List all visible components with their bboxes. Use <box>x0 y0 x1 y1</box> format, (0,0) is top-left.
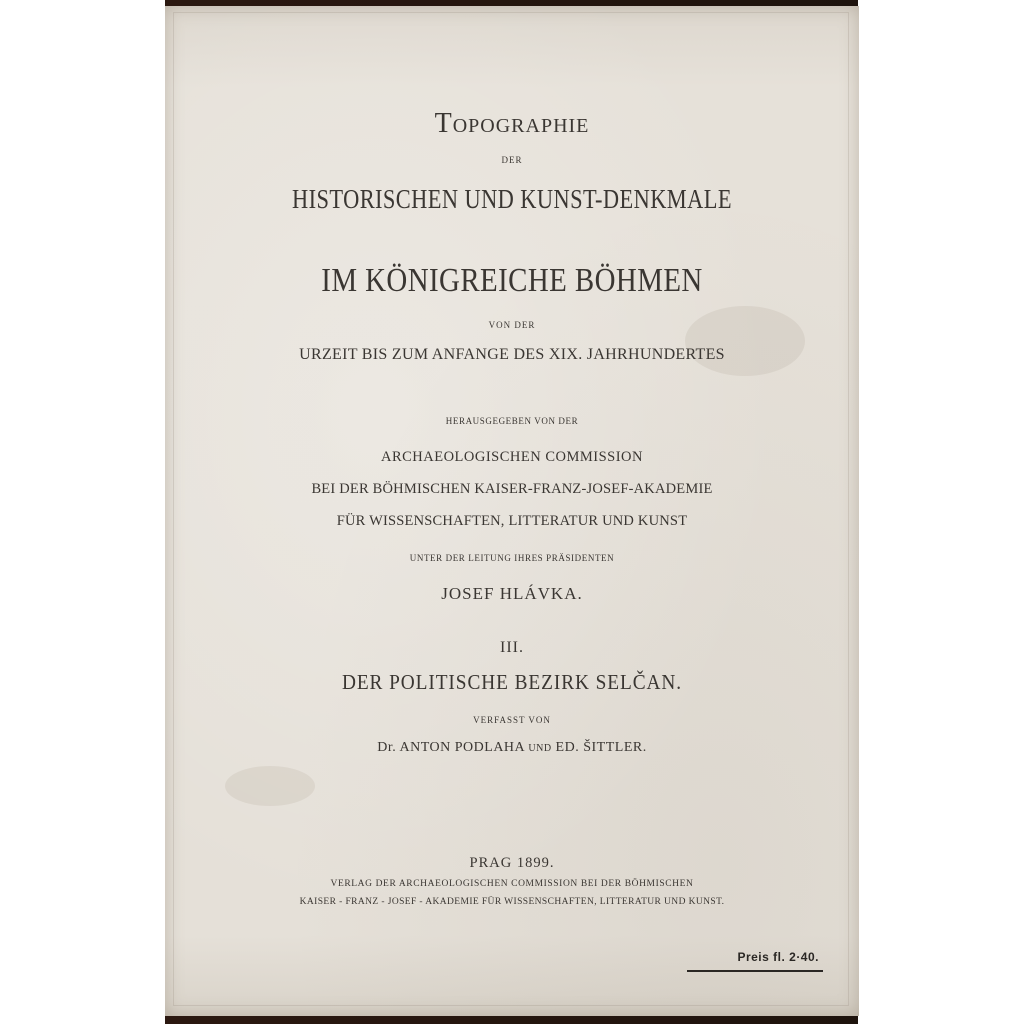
editor-commission: ARCHAEOLOGISCHEN COMMISSION <box>380 449 644 465</box>
series-title-rest: opographie <box>452 108 590 139</box>
editor-academy-field: FÜR WISSENSCHAFTEN, LITTERATUR UND KUNST <box>336 513 688 529</box>
connector-der: DER <box>501 155 523 165</box>
series-title-initial: T <box>434 108 453 139</box>
title-line-historischen: HISTORISCHEN UND KUNST-DENKMALE <box>292 184 732 214</box>
title-page <box>165 6 859 1016</box>
left-margin <box>0 0 165 1024</box>
volume-number: III. <box>500 639 524 656</box>
editor-academy: BEI DER BÖHMISCHEN KAISER-FRANZ-JOSEF-AKADEMIE <box>311 481 713 497</box>
president-name: JOSEF HLÁVKA. <box>441 584 583 603</box>
series-title <box>165 108 859 140</box>
imprint-publisher-line-1: VERLAG DER ARCHAEOLOGISCHEN COMMISSION BEI DER BÖHMISCHEN <box>330 879 694 889</box>
right-margin <box>858 0 1024 1024</box>
price-underline <box>687 970 823 972</box>
subtitle-urzeit: URZEIT BIS ZUM ANFANGE DES XIX. JAHRHUNDERTES <box>299 346 725 363</box>
imprint-publisher-line-2: KAISER - FRANZ - JOSEF - AKADEMIE FÜR WISSENSCHAFTEN, LITTERATUR UND KUNST. <box>299 897 725 907</box>
imprint-place-year: PRAG 1899. <box>469 855 555 871</box>
author-one: ANTON PODLAHA <box>399 740 525 755</box>
volume-title: DER POLITISCHE BEZIRK SELČAN. <box>341 670 683 694</box>
authors-conjunction: UND <box>528 743 552 754</box>
price-text: Preis fl. 2·40. <box>737 950 819 964</box>
authors-line <box>165 740 859 756</box>
title-line-koenigreich: IM KÖNIGREICHE BÖHMEN <box>321 262 703 299</box>
editor-intro: HERAUSGEGEBEN VON DER <box>445 416 579 426</box>
connector-von-der: VON DER <box>488 320 536 330</box>
price-label <box>687 950 823 972</box>
paper-stain <box>685 306 805 376</box>
paper-stain <box>225 766 315 806</box>
president-intro: UNTER DER LEITUNG IHRES PRÄSIDENTEN <box>409 553 615 563</box>
author-title: Dr. <box>377 740 397 755</box>
author-two: ED. ŠITTLER. <box>555 740 647 755</box>
authors-intro: VERFASST VON <box>473 715 551 725</box>
